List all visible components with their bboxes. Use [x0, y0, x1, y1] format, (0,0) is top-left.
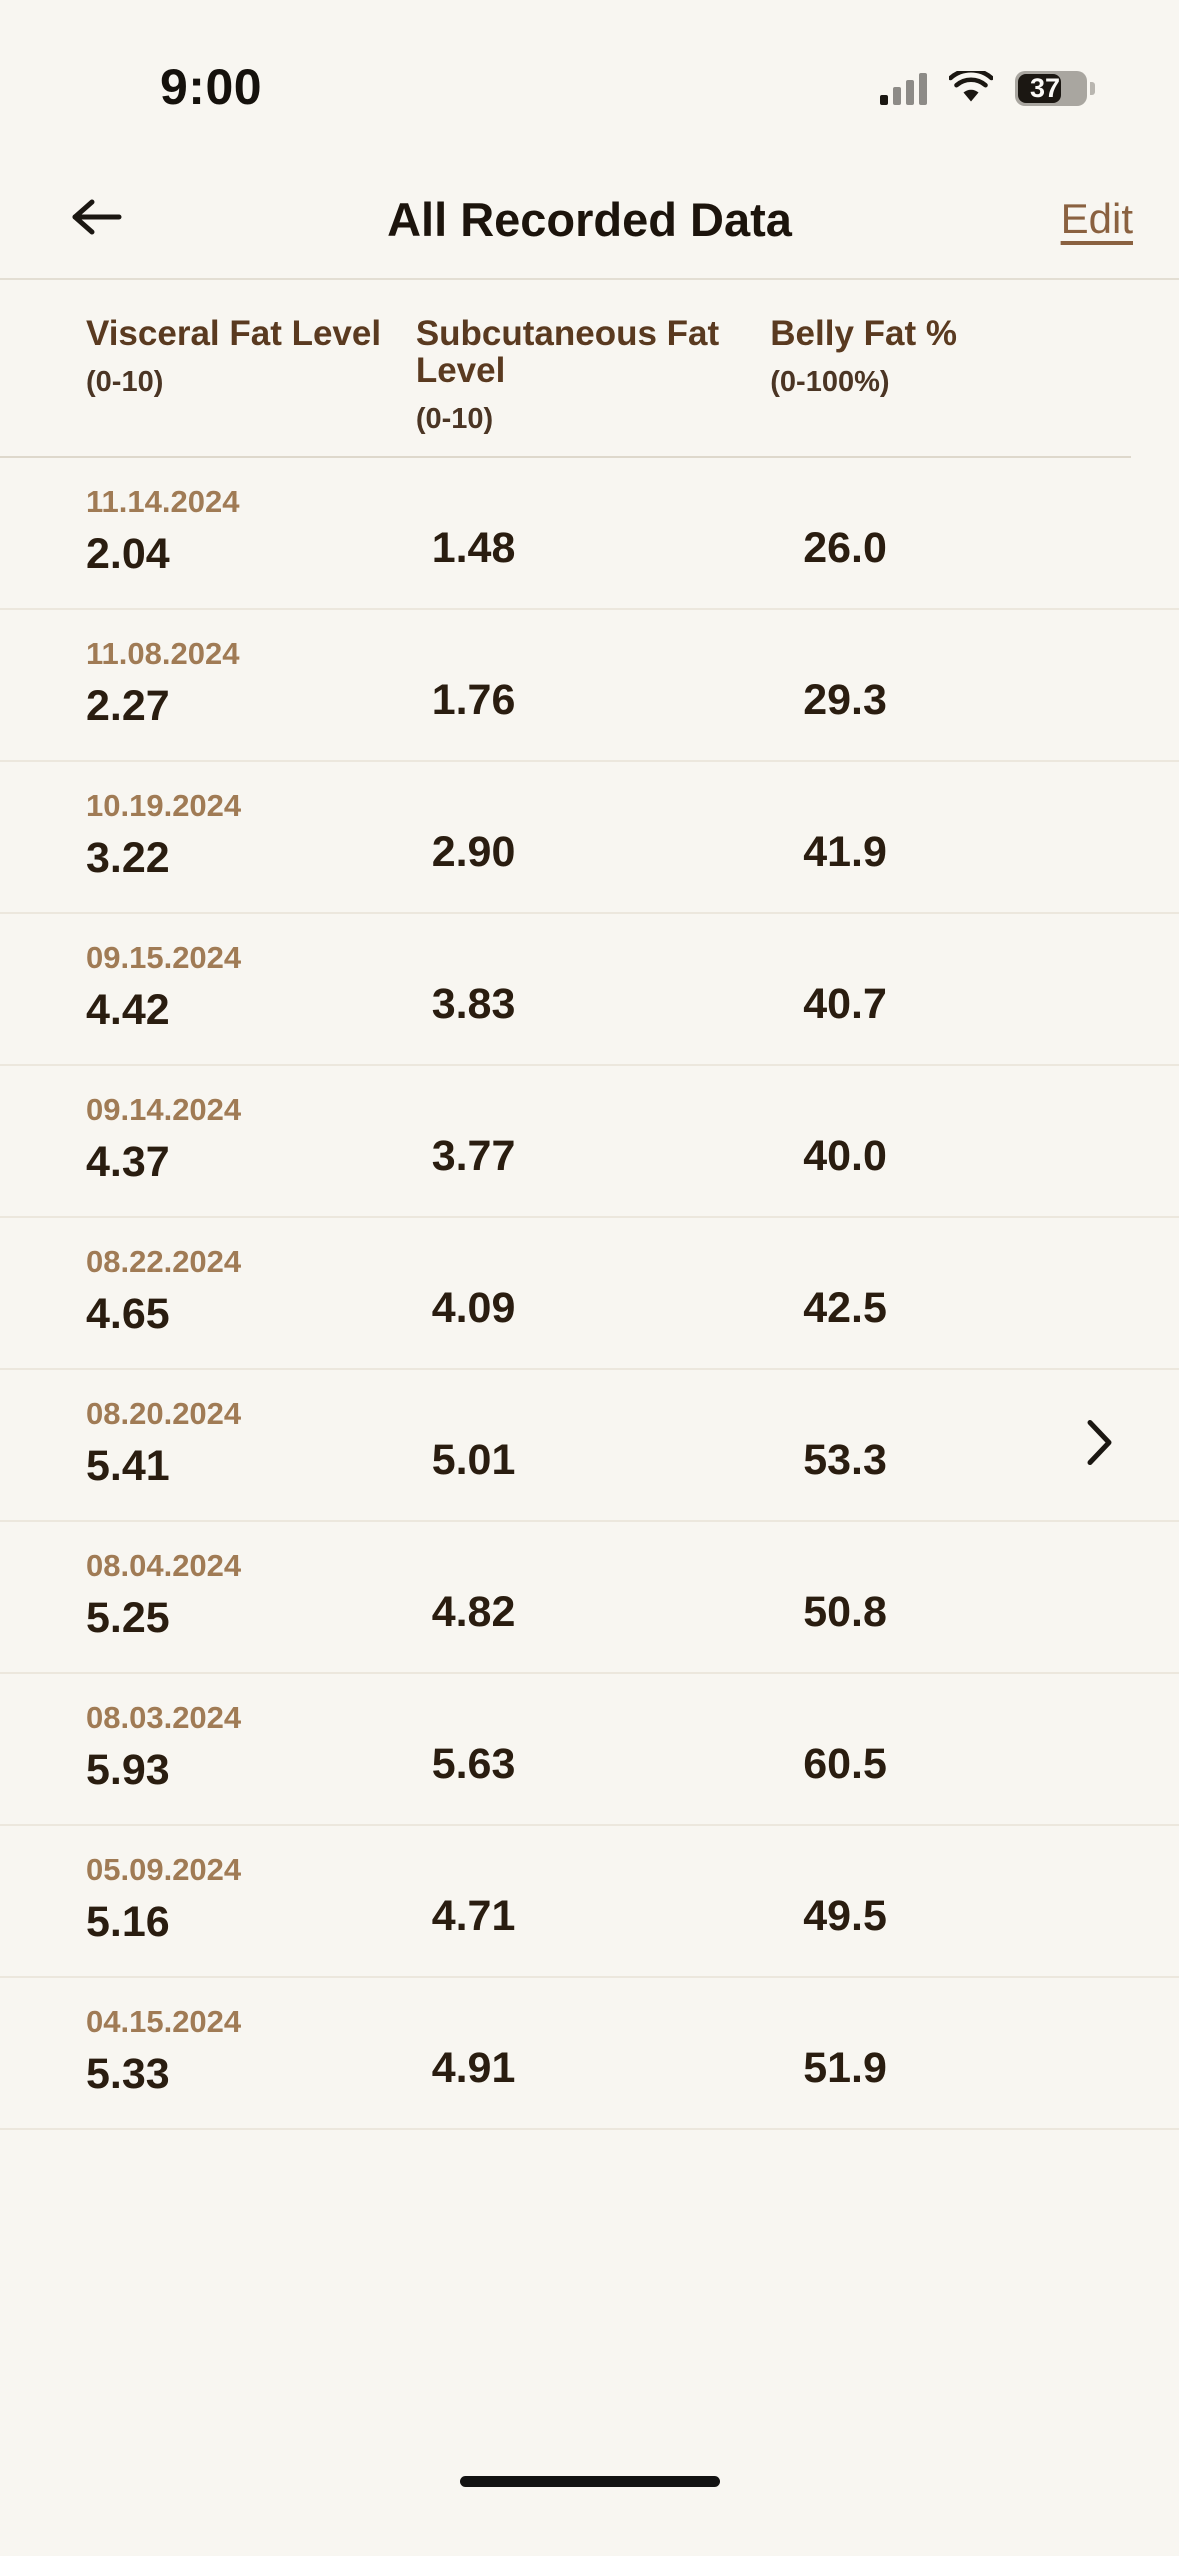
visceral-value: 3.22 [86, 833, 170, 882]
status-indicators [880, 71, 1087, 106]
cell-visceral [86, 1092, 432, 1187]
back-button[interactable] [56, 179, 136, 259]
belly-value: 51.9 [803, 2043, 887, 2092]
table-body [0, 458, 1179, 2130]
battery-percent: 37 [1029, 72, 1061, 103]
subcutaneous-value: 4.91 [431, 2043, 516, 2092]
belly-value: 40.7 [803, 979, 887, 1028]
subcutaneous-value: 3.83 [431, 979, 516, 1028]
table-row[interactable] [0, 1674, 1179, 1826]
belly-value: 42.5 [803, 1283, 887, 1332]
cellular-signal-icon [880, 71, 927, 105]
edit-button[interactable]: Edit [1060, 195, 1133, 242]
belly-value: 26.0 [803, 523, 887, 572]
home-indicator[interactable] [460, 2476, 720, 2487]
record-date: 09.15.2024 [86, 939, 242, 975]
column-header-subcutaneous: Subcutaneous Fat Level (0-10) [416, 316, 770, 434]
record-date: 05.09.2024 [86, 1851, 242, 1887]
subcutaneous-value: 5.63 [431, 1739, 516, 1788]
record-date: 10.19.2024 [86, 787, 242, 823]
table-row[interactable] [0, 1978, 1179, 2130]
column-header-visceral: Visceral Fat Level (0-10) [86, 316, 416, 434]
table-row[interactable] [0, 914, 1179, 1066]
cell-visceral [86, 1244, 432, 1339]
battery-icon [1015, 71, 1087, 106]
visceral-value: 2.27 [86, 681, 170, 730]
column-header-subcutaneous-range: (0-10) [415, 402, 494, 435]
belly-value: 49.5 [803, 1891, 887, 1940]
column-header-visceral-range: (0-10) [86, 365, 164, 398]
record-date: 11.08.2024 [86, 635, 240, 671]
belly-value: 41.9 [803, 827, 887, 876]
belly-value: 50.8 [803, 1587, 887, 1636]
table-row[interactable] [0, 762, 1179, 914]
nav-bar [0, 160, 1179, 280]
belly-value: 60.5 [803, 1739, 887, 1788]
visceral-value: 2.04 [86, 529, 170, 578]
status-time: 9:00 [160, 59, 263, 115]
table-row[interactable] [0, 1218, 1179, 1370]
table-row[interactable] [0, 610, 1179, 762]
belly-value: 29.3 [803, 675, 887, 724]
subcutaneous-value: 1.76 [431, 675, 516, 724]
record-date: 08.22.2024 [86, 1243, 242, 1279]
column-header-belly: Belly Fat % (0-100%) [770, 316, 1083, 434]
wifi-icon [949, 71, 993, 105]
cell-visceral [86, 1700, 432, 1795]
cell-visceral [86, 636, 432, 731]
record-date: 09.14.2024 [86, 1091, 242, 1127]
subcutaneous-value: 1.48 [431, 523, 516, 572]
record-date: 04.15.2024 [86, 2003, 242, 2039]
record-date: 11.14.2024 [86, 483, 240, 519]
visceral-value: 5.93 [86, 1745, 170, 1794]
subcutaneous-value: 2.90 [431, 827, 516, 876]
cell-visceral [86, 940, 432, 1035]
visceral-value: 5.25 [86, 1593, 170, 1642]
cell-visceral [86, 1548, 432, 1643]
column-header-belly-range: (0-100%) [770, 365, 890, 398]
cell-visceral [86, 1396, 432, 1491]
records-table[interactable] [0, 280, 1179, 2406]
visceral-value: 5.16 [86, 1897, 170, 1946]
visceral-value: 4.65 [86, 1289, 170, 1338]
table-row[interactable] [0, 1370, 1179, 1522]
cell-visceral [86, 2004, 432, 2099]
cell-visceral [86, 484, 432, 579]
record-date: 08.20.2024 [86, 1395, 242, 1431]
table-row[interactable] [0, 1066, 1179, 1218]
subcutaneous-value: 4.71 [431, 1891, 516, 1940]
visceral-value: 4.37 [86, 1137, 170, 1186]
visceral-value: 4.42 [86, 985, 170, 1034]
home-indicator-area [0, 2406, 1179, 2556]
subcutaneous-value: 4.82 [431, 1587, 516, 1636]
table-row[interactable] [0, 1826, 1179, 1978]
table-row[interactable] [0, 458, 1179, 610]
visceral-value: 5.33 [86, 2049, 170, 2098]
record-date: 08.03.2024 [86, 1699, 242, 1735]
subcutaneous-value: 5.01 [431, 1435, 516, 1484]
status-bar [0, 0, 1179, 160]
page-title: All Recorded Data [387, 192, 792, 246]
record-date: 08.04.2024 [86, 1547, 242, 1583]
visceral-value: 5.41 [86, 1441, 170, 1490]
belly-value: 40.0 [803, 1131, 887, 1180]
back-arrow-icon [66, 195, 126, 244]
subcutaneous-value: 4.09 [431, 1283, 516, 1332]
cell-visceral [86, 788, 432, 883]
belly-value: 53.3 [803, 1435, 887, 1484]
table-header-row [0, 280, 1131, 458]
table-row[interactable] [0, 1522, 1179, 1674]
subcutaneous-value: 3.77 [431, 1131, 516, 1180]
chevron-right-icon[interactable] [1083, 1416, 1117, 1473]
cell-visceral [86, 1852, 432, 1947]
